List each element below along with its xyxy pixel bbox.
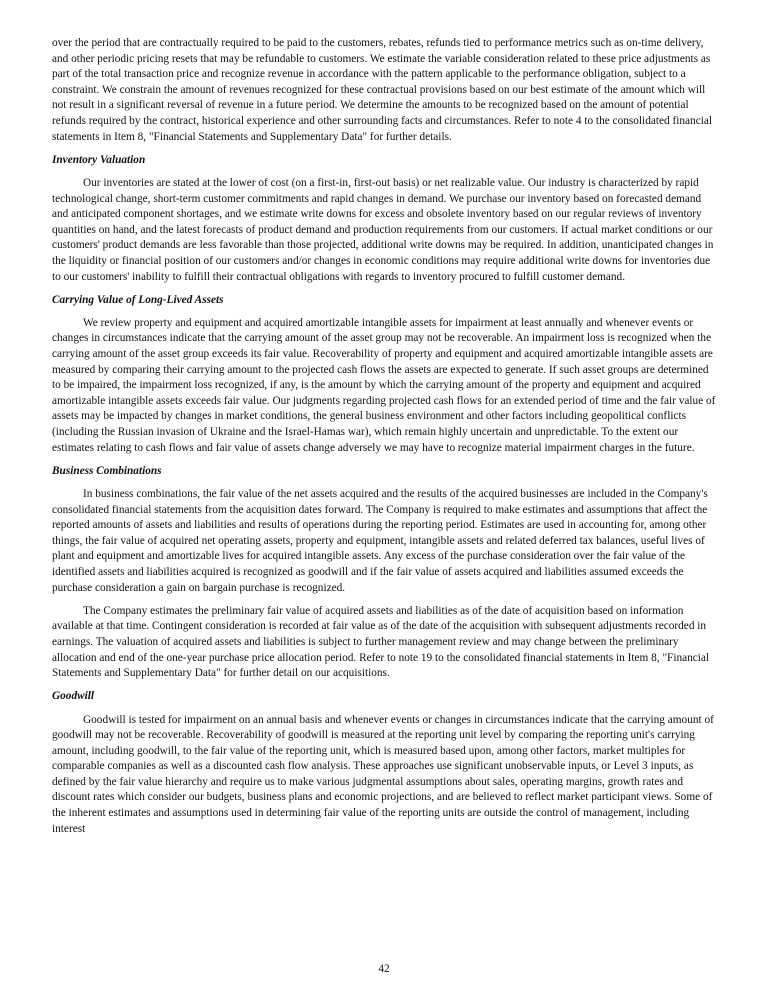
section-heading: Inventory Valuation xyxy=(52,153,146,166)
section-paragraph: Our inventories are stated at the lower of cost (on a first-in, first-out basis) or net realizable value. Our industry is characterized by rapid technological change, short-term customer commitments and rapid changes in demand. We purchase our inventory based on forecasted demand and anticipated component shortages, and we estimate write downs for excess and obsolete inventory based on our regular reviews of inventory quantities on hand, and the latest forecasts of product demand and production requirements from our customers. If actual market conditions or our customers' product demands are less favorable than those projected, additional write downs may be required. In addition, unanticipated changes in the liquidity or financial position of our customers and/or changes in economic conditions may require additional write downs for inventories due to our customers' inability to fulfill their contractual obligations with regards to inventory procured to fulfill customer demand. xyxy=(52,176,714,283)
page-number: 42 xyxy=(378,963,390,975)
section-heading: Carrying Value of Long-Lived Assets xyxy=(52,293,224,306)
document-page xyxy=(52,36,716,845)
section-heading: Business Combinations xyxy=(52,464,162,477)
section-goodwill xyxy=(52,689,716,837)
section-business-combinations xyxy=(52,464,716,682)
section-paragraph: In business combinations, the fair value of the net assets acquired and the results of the acquired businesses are included in the Company's consolidated financial statements from the acquisition dates forward. The Company is required to make estimates and assumptions that affect the reported amounts of assets and liabilities and results of operations during the reporting period. Estimates are used in accounting for, among other things, the fair value of acquired net operating assets, property and equipment, intangible assets and related deferred tax balances, useful lives of plant and equipment and amortizable lives for acquired intangible assets. Any excess of the purchase consideration over the fair value of the identified assets and liabilities acquired is recognized as goodwill and if the fair value of assets acquired and liabilities assumed exceeds the purchase consideration a gain on bargain purchase is recognized. xyxy=(52,488,708,594)
section-paragraph: Goodwill is tested for impairment on an annual basis and whenever events or changes in circumstances indicate that the carrying amount of goodwill may not be recoverable. Recoverability of goodwill is measured at the reporting unit level by comparing the reporting unit's carrying amount, including goodwill, to the fair value of the reporting unit, which is measured based upon, among other factors, market multiples for comparable companies as well as a discounted cash flow analysis. These approaches use significant unobservable inputs, or Level 3 inputs, as defined by the fair value hierarchy and require us to make various judgmental assumptions about sales, operating margins, growth rates and discount rates which consider our budgets, business plans and economic projections, and are believed to reflect market participant views. Some of the inherent estimates and assumptions used in determining fair value of the reporting units are outside the control of management, including interest xyxy=(52,713,714,835)
section-paragraph: The Company estimates the preliminary fair value of acquired assets and liabilities as of the date of acquisition based on information available at that time. Contingent consideration is recorded at fair value as of the date of the acquisition with subsequent adjustments recorded in earnings. The valuation of acquired assets and liabilities is subject to further management review and may change between the preliminary allocation and end of the one-year purchase price allocation period. Refer to note 19 to the consolidated financial statements in Item 8, "Financial Statements and Supplementary Data" for further detail on our acquisitions. xyxy=(52,604,710,680)
section-inventory-valuation xyxy=(52,153,716,285)
section-paragraph: We review property and equipment and acquired amortizable intangible assets for impairment at least annually and whenever events or changes in circumstances indicate that the carrying amount of the asset group may not be recoverable. An impairment loss is recognized when the carrying amount of the asset group exceeds its fair value. Recoverability of property and equipment and acquired amortizable intangible assets are measured by comparing their carrying amount to the projected cash flows the assets are expected to generate. If such asset groups are determined to be impaired, the impairment loss recognized, if any, is the amount by which the carrying amount of the property and equipment and acquired amortizable intangible assets exceeds fair value. Our judgments regarding projected cash flows for an extended period of time and the fair value of assets may be impacted by changes in market conditions, the general business environment and other factors including geopolitical conflicts (including the Russian invasion of Ukraine and the Israel-Hamas war), which remain highly uncertain and unpredictable. To the extent our estimates relating to cash flows and fair value of assets change adversely we may have to recognize material impairment charges in the future. xyxy=(52,316,716,454)
section-heading: Goodwill xyxy=(52,690,95,703)
section-carrying-value xyxy=(52,293,716,457)
intro-paragraph: over the period that are contractually required to be paid to the customers, rebates, refunds tied to performance metrics such as on-time delivery, and other periodic pricing resets that may be refundable to customers. We estimate the variable consideration related to these price adjustments as part of the total transaction price and recognize revenue in accordance with the pattern applicable to the performance obligation, subject to a constraint. We constrain the amount of revenues recognized for these contractual provisions based on our best estimate of the amount which will not result in a significant reversal of revenue in a future period. We determine the amounts to be recognized based on the amount of potential refunds required by the contract, historical experience and other surrounding facts and circumstances. Refer to note 4 to the consolidated financial statements in Item 8, "Financial Statements and Supplementary Data" for further details. xyxy=(52,37,712,143)
